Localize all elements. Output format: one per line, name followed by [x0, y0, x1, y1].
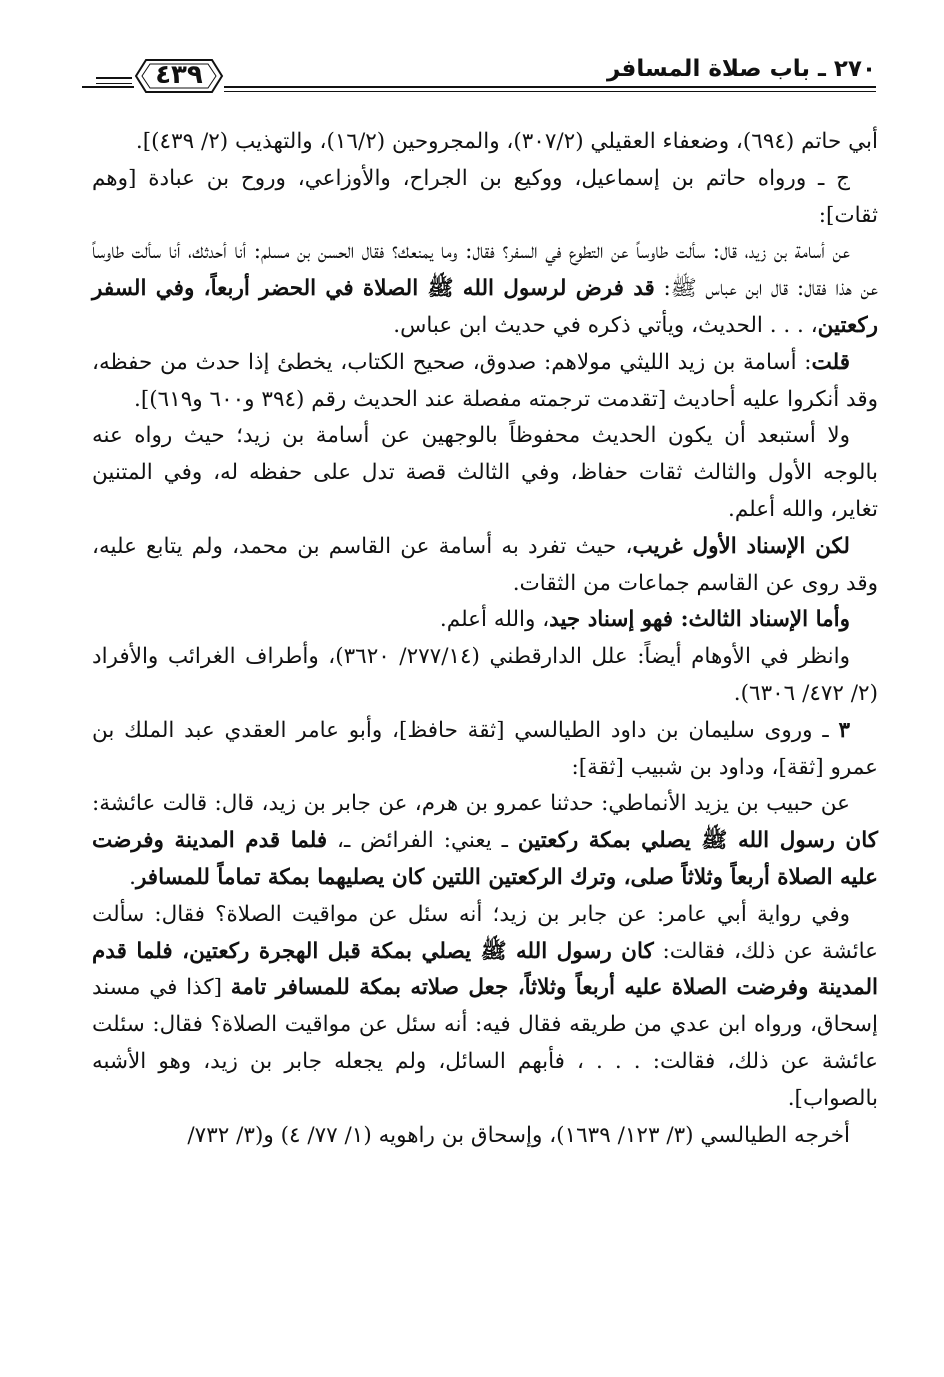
bold-text-segment: كان رسول الله ﷺ يصلي بمكة قبل الهجرة ركعتين، فلما قدم المدينة وفرضت الصلاة عليه أربعاً وثلاثاً، جعل صلاته بمكة للمسافر تامة	[92, 938, 878, 1001]
paragraph-p5	[92, 418, 878, 528]
text-segment: ، . . . الحديث، ويأتي ذكره في حديث ابن عباس.	[393, 312, 818, 338]
text-segment: : أسامة بن زيد الليثي مولاهم: صدوق، صحيح الكتاب، يخطئ إذا حدث من حفظه، وقد أنكروا عليه أحاديث [تقدمت ترجمته مفصلة عند الحديث رقم (٣٩٤ و٦٠٠ و٦١٩)].	[92, 349, 878, 412]
text-segment: ـ وروى سليمان بن داود الطيالسي [ثقة حافظ]، وأبو عامر العقدي عبد الملك بن عمرو [ثقة]، وداود بن شبيب [ثقة]:	[92, 717, 878, 780]
text-segment: وفي رواية أبي عامر: عن جابر بن زيد؛ أنه سئل عن مواقيت الصلاة؟ فقال: سألت عائشة عن ذلك، فقالت:	[92, 901, 878, 964]
paragraph-p7	[92, 602, 878, 639]
paragraph-p10	[92, 786, 878, 896]
paragraph-p2	[92, 161, 878, 235]
page-body	[92, 124, 878, 1154]
text-segment: عن أسامة بن زيد، قال: سألت طاوساً عن التطوع في السفر؟ فقال: وما يمنعك؟ فقال الحسن بن مسلم: أنا أحدثك، أنا سألت طاوساً عن هذا فقال: قال ابن عباس ﷺ:	[92, 239, 878, 302]
header-rule-thin	[220, 91, 876, 92]
page-number-badge	[134, 56, 224, 96]
chapter-title: ٢٧٠ ـ باب صلاة المسافر	[606, 56, 876, 82]
paragraph-p1	[92, 124, 878, 161]
paragraph-p6	[92, 529, 878, 603]
bold-text-segment: لكن الإسناد الأول غريب	[632, 533, 850, 559]
text-segment: أبي حاتم (٦٩٤)، وضعفاء العقيلي (٣٠٧/٢)، والمجروحين (١٦/٢)، والتهذيب (٢/ ٤٣٩)].	[135, 129, 878, 154]
text-segment: أخرجه الطيالسي (٣/ ١٢٣/ ١٦٣٩)، وإسحاق بن راهويه (١/ ٧٧/ ٤) و(٣/ ٧٣٢/	[187, 1122, 850, 1148]
text-segment: [كذا في مسند إسحاق، ورواه ابن عدي من طريقه فقال فيه: أنه سئل عن مواقيت الصلاة؟ فقال: سئلت عائشة عن ذلك، فقالت: . . . ، فأبهم السائل، ولم يجعله جابر بن زيد، وهو الأشبه بالصواب].	[92, 975, 878, 1111]
paragraph-p11	[92, 897, 878, 1118]
page-number: ٤٣٩	[155, 60, 203, 90]
bold-text-segment: وأما الإسناد الثالث: فهو إسناد جيد	[549, 607, 850, 633]
bold-text-segment: ٣	[838, 717, 850, 743]
bold-text-segment: قلت	[811, 349, 850, 375]
paragraph-p9	[92, 713, 878, 787]
text-segment: عن حبيب بن يزيد الأنماطي: حدثنا عمرو بن هرم، عن جابر بن زيد، قال: قالت عائشة:	[92, 791, 850, 817]
bold-text-segment: فلما قدم المدينة وفرضت عليه الصلاة أربعاً وثلاثاً صلى، وترك الركعتين اللتين كان يصليهما بمكة تماماً للمسافر	[92, 828, 878, 890]
header-rule-left	[96, 77, 132, 79]
paragraph-p8	[92, 639, 878, 713]
paragraph-p12	[92, 1118, 878, 1155]
text-segment: ج ـ ورواه حاتم بن إسماعيل، ووكيع بن الجراح، والأوزاعي، وروح بن عبادة [وهم ثقات]:	[92, 165, 878, 228]
page-header	[82, 50, 876, 110]
text-segment: ـ يعني: الفرائض ـ،	[327, 828, 518, 854]
header-rule-left-thin	[96, 83, 132, 84]
bold-text-segment: كان رسول الله ﷺ يصلي بمكة ركعتين	[517, 828, 878, 854]
text-segment: وانظر في الأوهام أيضاً: علل الدارقطني (٢٧٧/١٤/ ٣٦٢٠)، وأطراف الغرائب والأفراد (٢/ ٤٧٢/ ٦٣٠٦).	[92, 644, 878, 706]
paragraph-p4	[92, 345, 878, 419]
paragraph-p3	[92, 234, 878, 344]
text-segment: .	[129, 864, 136, 890]
text-segment: ، حيث تفرد به أسامة عن القاسم بن محمد، ولم يتابع عليه، وقد روى عن القاسم جماعات من الثقات.	[92, 533, 878, 596]
bold-text-segment: قد فرض لرسول الله ﷺ الصلاة في الحضر أربعاً، وفي السفر ركعتين	[92, 276, 878, 338]
text-segment: ، والله أعلم.	[439, 607, 550, 633]
text-segment: ولا أستبعد أن يكون الحديث محفوظاً بالوجهين عن أسامة بن زيد؛ حيث رواه عنه بالوجه الأول والثالث ثقات حفاظ، وفي الثالث قصة تدل على حفظه له، وفي المتنين تغاير، والله أعلم.	[92, 423, 878, 522]
